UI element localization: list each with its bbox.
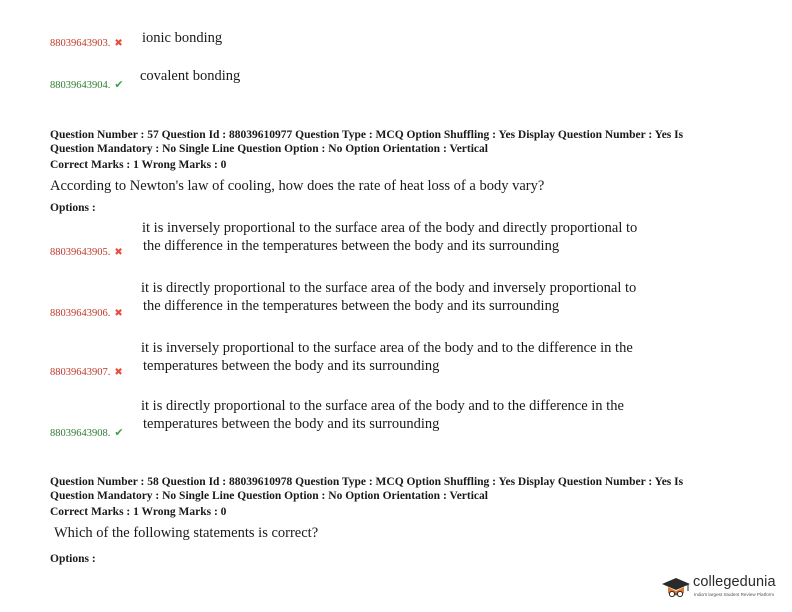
question-meta-line2: Question Mandatory : No Single Line Question Option : No Option Orientation : Vertical (50, 490, 488, 502)
option-text-line2: the difference in the temperatures between the body and its surrounding (143, 298, 560, 314)
cross-icon: ✖ (114, 38, 123, 49)
option-id: 88039643904. ✔ (50, 78, 124, 91)
options-label: Options : (50, 202, 96, 214)
check-icon: ✔ (114, 426, 124, 439)
collegedunia-watermark (660, 572, 785, 604)
brand-name: collegedunia (693, 574, 776, 590)
option-id: 88039643908. ✔ (50, 426, 124, 439)
option-text-line1: it is directly proportional to the surface area of the body and inversely proportional to (141, 280, 637, 296)
option-text: covalent bonding (140, 68, 241, 84)
cross-icon: ✖ (114, 247, 123, 258)
question-marks: Correct Marks : 1 Wrong Marks : 0 (50, 159, 227, 171)
graduation-cap-icon (660, 576, 692, 602)
option-text-line1: it is directly proportional to the surface area of the body and to the difference in the (141, 398, 624, 414)
option-id: 88039643905. ✖ (50, 247, 123, 258)
option-text-line2: the difference in the temperatures between the body and its surrounding (143, 238, 560, 254)
options-label: Options : (50, 553, 96, 565)
option-text: ionic bonding (142, 30, 223, 46)
question-text: According to Newton's law of cooling, how does the rate of heat loss of a body vary? (50, 178, 545, 194)
question-meta-line1: Question Number : 58 Question Id : 88039610978 Question Type : MCQ Option Shuffling : Yes Display Question Number : Yes Is (50, 476, 684, 488)
option-id: 88039643903. ✖ (50, 38, 123, 49)
option-text-line1: it is inversely proportional to the surface area of the body and to the difference in the (141, 340, 633, 356)
cross-icon: ✖ (114, 308, 123, 319)
option-text-line2: temperatures between the body and its surrounding (143, 416, 440, 432)
cross-icon: ✖ (114, 367, 123, 378)
question-meta-line1: Question Number : 57 Question Id : 88039610977 Question Type : MCQ Option Shuffling : Yes Display Question Number : Yes Is (50, 129, 684, 141)
option-id: 88039643906. ✖ (50, 308, 123, 319)
question-meta-line2: Question Mandatory : No Single Line Question Option : No Option Orientation : Vertical (50, 143, 488, 155)
brand-tagline: India's largest Student Review Platform (694, 592, 775, 597)
option-text-line2: temperatures between the body and its surrounding (143, 358, 440, 374)
check-icon: ✔ (114, 78, 124, 91)
question-text: Which of the following statements is correct? (54, 525, 319, 541)
question-marks: Correct Marks : 1 Wrong Marks : 0 (50, 506, 227, 518)
option-text-line1: it is inversely proportional to the surface area of the body and directly proportional to (142, 220, 638, 236)
option-id: 88039643907. ✖ (50, 367, 123, 378)
